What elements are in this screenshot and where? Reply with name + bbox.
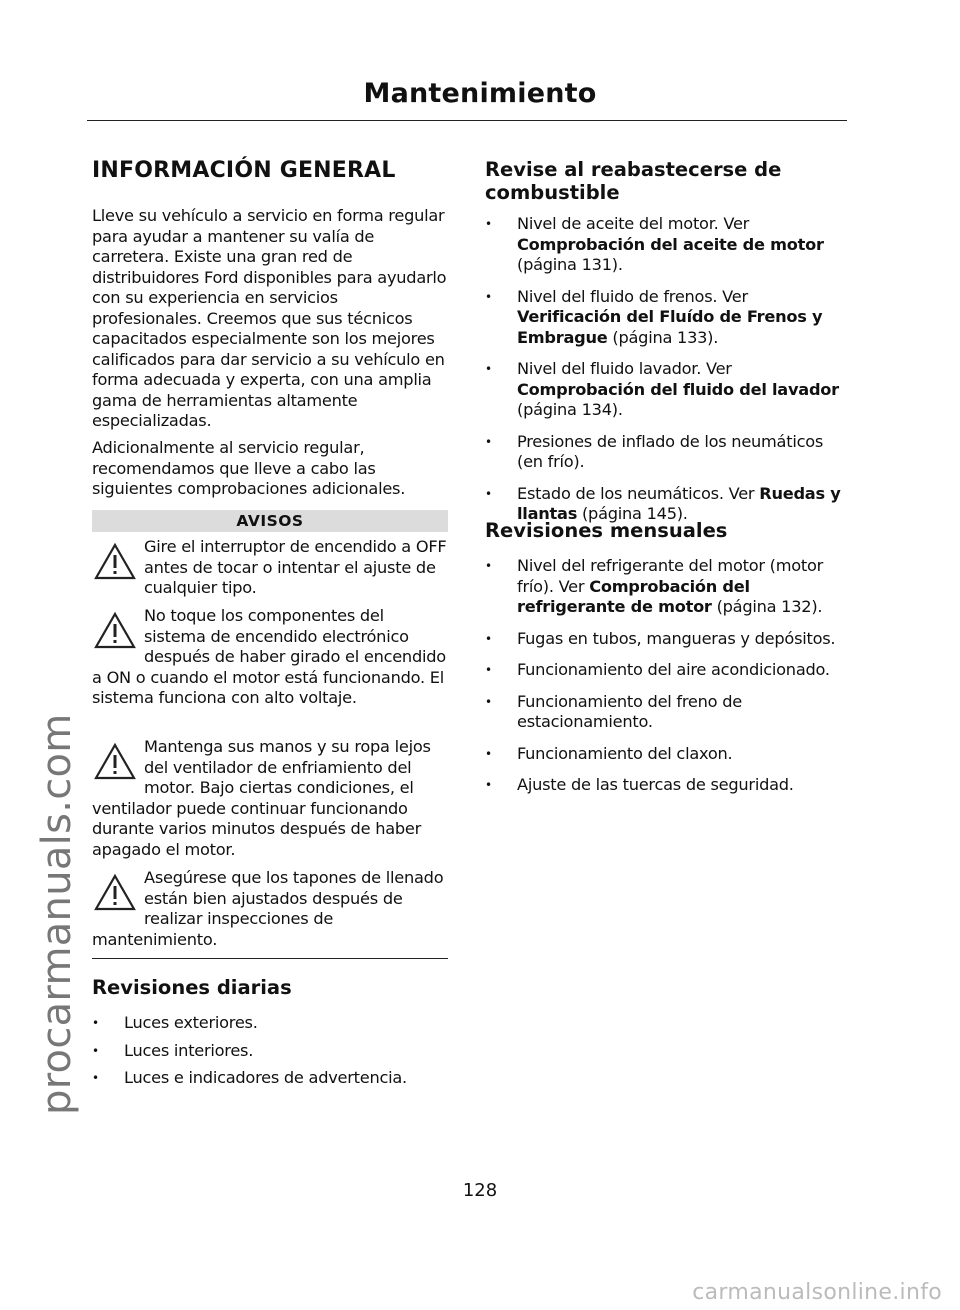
warning-text: No toque los componentes del sistema de encendido electrónico después de haber girado el encendido a ON o cuando el motor está funcionando. El sistema funciona con alto voltaje. [92, 606, 446, 707]
list-item: • Luces e indicadores de advertencia. [92, 1068, 448, 1089]
list-item: • Funcionamiento del claxon. [485, 744, 845, 765]
list-item: • Fugas en tubos, mangueras y depósitos. [485, 629, 845, 650]
cross-reference-link[interactable]: Comprobación del fluido del lavador [517, 379, 839, 399]
bottom-watermark: carmanualsonline.info [692, 1280, 942, 1305]
list-item: • Funcionamiento del aire acondicionado. [485, 660, 845, 681]
list-item: • Presiones de inflado de los neumáticos (en frío). [485, 432, 845, 473]
list-item: • Ajuste de las tuercas de seguridad. [485, 775, 845, 796]
list-item: • Nivel del fluido de frenos. Ver Verificación del Fluído de Frenos y Embrague (página 133). [485, 287, 845, 349]
list-item: • Luces interiores. [92, 1041, 448, 1062]
page-number: 128 [462, 1180, 498, 1201]
cross-reference-link[interactable]: Comprobación del refrigerante de motor [517, 576, 750, 616]
warning-triangle-icon [92, 541, 138, 581]
warnings-divider [92, 958, 448, 959]
cross-reference-link[interactable]: Verificación del Fluído de Frenos y Embrague [517, 307, 823, 347]
warning-item [92, 737, 448, 860]
warning-triangle-icon [92, 610, 138, 650]
section-title-daily: Revisiones diarias [92, 976, 292, 999]
list-item: • Nivel de aceite del motor. Ver Comprobación del aceite de motor (página 131). [485, 214, 845, 276]
list-item: • Nivel del refrigerante del motor (motor frío). Ver Comprobación del refrigerante de motor (página 132). [485, 556, 845, 618]
warning-text: Gire el interruptor de encendido a OFF antes de tocar o intentar el ajuste de cualquier tipo. [144, 537, 447, 597]
warning-text: Asegúrese que los tapones de llenado están bien ajustados después de realizar inspecciones de mantenimiento. [92, 868, 444, 949]
warning-triangle-icon [92, 741, 138, 781]
cross-reference-link[interactable]: Comprobación del aceite de motor [517, 234, 824, 254]
side-watermark: procarmanuals.com [34, 713, 80, 1115]
monthly-checks-list [485, 556, 845, 796]
warning-item [92, 537, 448, 599]
warning-text: Mantenga sus manos y su ropa lejos del ventilador de enfriamiento del motor. Bajo ciertas condiciones, el ventilador puede continuar funcionando durante varios minutos después de haber apagado el motor. [92, 737, 431, 859]
intro-paragraph-2: Adicionalmente al servicio regular, recomendamos que lleve a cabo las siguientes comprobaciones adicionales. [92, 438, 406, 498]
section-title-monthly: Revisiones mensuales [485, 519, 728, 542]
refuel-checks-list [485, 214, 845, 525]
section-title-general: INFORMACIÓN GENERAL [92, 158, 396, 183]
warning-item [92, 868, 448, 950]
list-item: • Luces exteriores. [92, 1013, 448, 1034]
page-header-title: Mantenimiento [363, 78, 597, 109]
header-divider [87, 120, 847, 121]
daily-checks-list [92, 1013, 448, 1089]
warning-triangle-icon [92, 872, 138, 912]
list-item: • Nivel del fluido lavador. Ver Comprobación del fluido del lavador (página 134). [485, 359, 845, 421]
intro-paragraph: Lleve su vehículo a servicio en forma regular para ayudar a mantener su valía de carretera. Existe una gran red de distribuidores Ford disponibles para ayudarlo con su experiencia en servicios profesionales. Creemos que sus técnicos capacitados especialmente son los mejores calificados para dar servicio a su vehículo en forma adecuada y experta, con una amplia gama de herramientas altamente especializadas. [92, 206, 447, 430]
cross-reference-link[interactable]: Ruedas y llantas [517, 483, 841, 523]
list-item: • Estado de los neumáticos. Ver Ruedas y llantas (página 145). [485, 484, 845, 525]
section-title-refuel: Revise al reabastecerse de combustible [485, 158, 782, 204]
warning-item [92, 606, 448, 709]
list-item: • Funcionamiento del freno de estacionamiento. [485, 692, 845, 733]
warnings-header: AVISOS [92, 510, 448, 532]
